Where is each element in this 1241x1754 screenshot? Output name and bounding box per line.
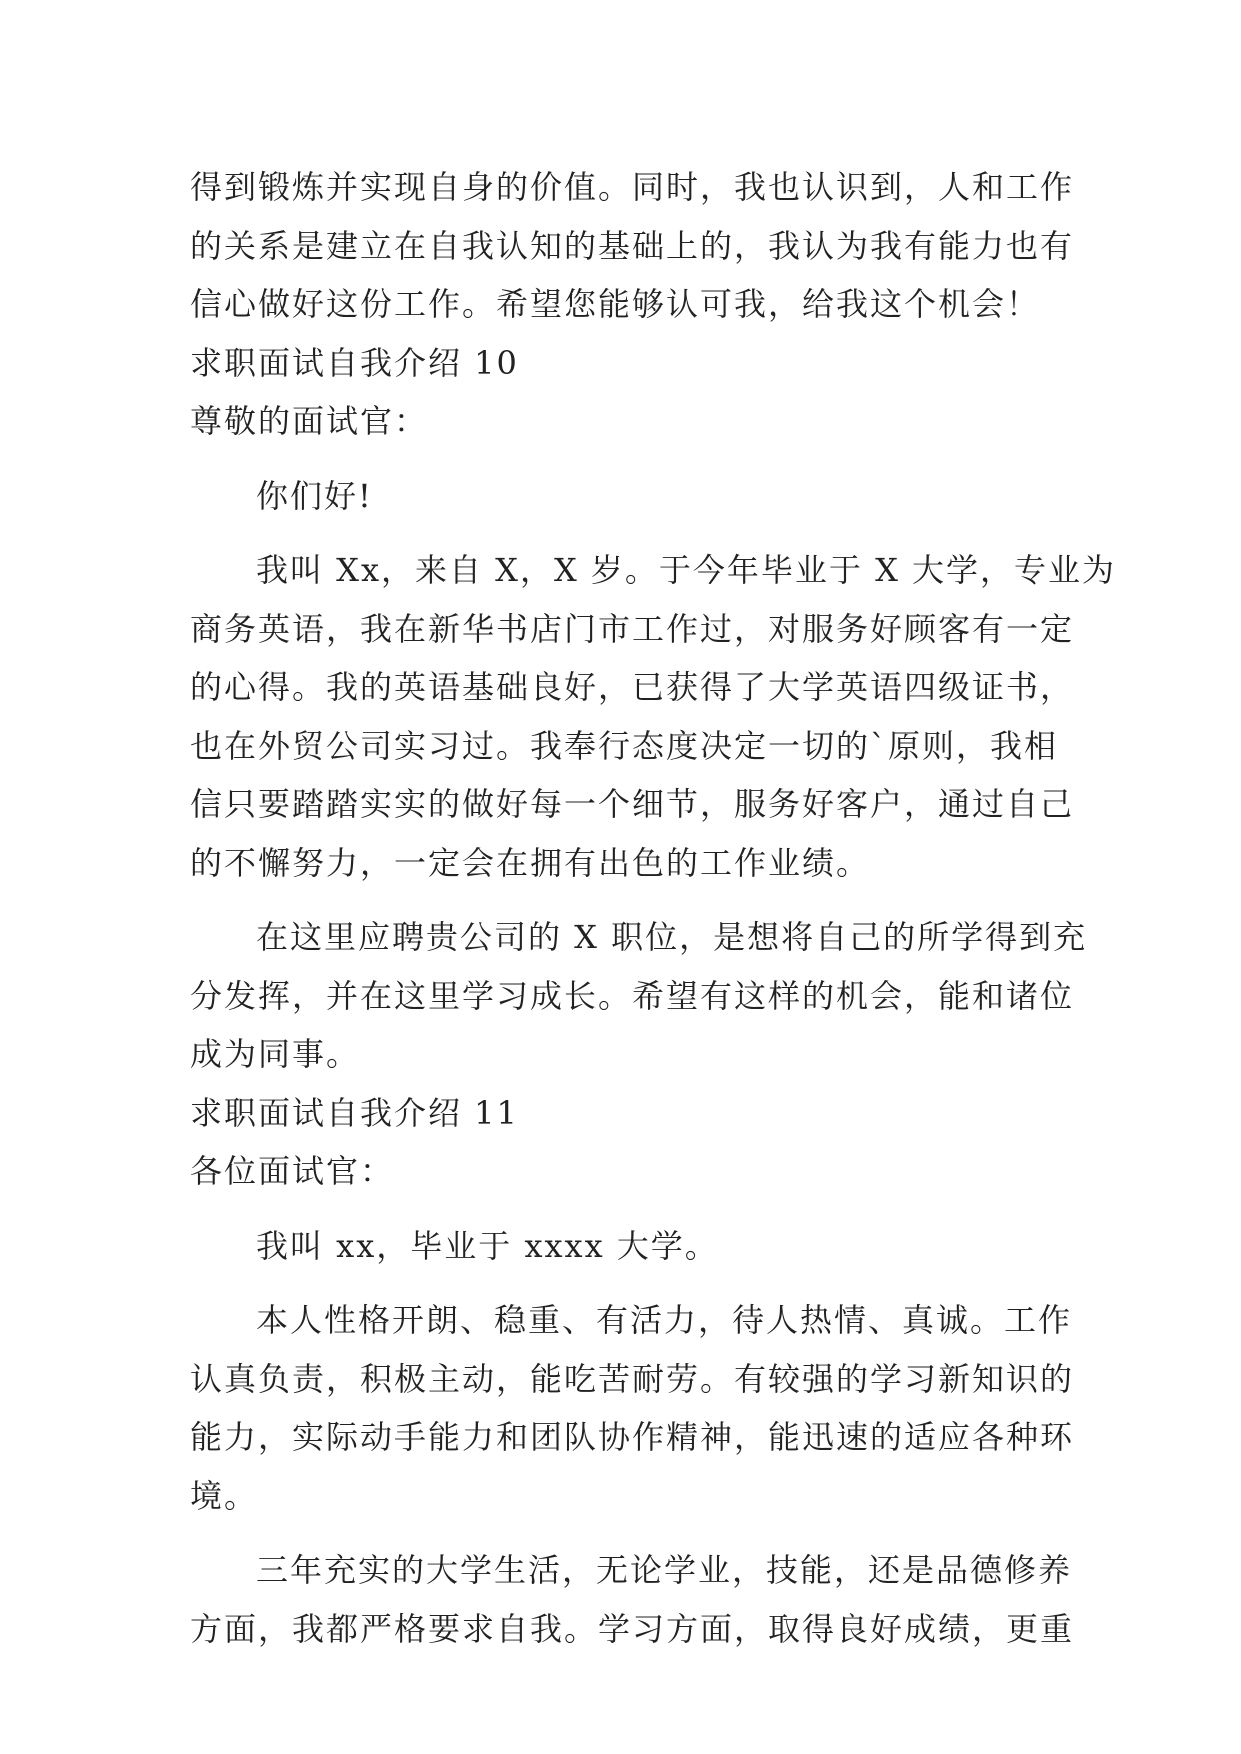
text-line: 的关系是建立在自我认知的基础上的，我认为我有能力也有 (190, 226, 1075, 265)
text-line: 我叫 xx，毕业于 xxxx 大学。 (256, 1226, 719, 1265)
text-line: 分发挥，并在这里学习成长。希望有这样的机会，能和诸位 (190, 976, 1075, 1015)
document-body (190, 158, 1117, 1658)
section-heading: 求职面试自我介绍 10 (190, 343, 519, 382)
salutation: 尊敬的面试官： (190, 402, 429, 440)
text-line: 三年充实的大学生活，无论学业，技能，还是品德修养 (256, 1551, 1073, 1589)
text-line: 得到锻炼并实现自身的价值。同时，我也认识到，人和工作 (190, 168, 1075, 206)
text-line: 信心做好这份工作。希望您能够认可我，给我这个机会！ (190, 285, 1041, 323)
greeting: 你们好! (256, 476, 373, 515)
section-heading: 求职面试自我介绍 11 (190, 1093, 519, 1132)
text-line: 能力，实际动手能力和团队协作精神，能迅速的适应各种环 (190, 1418, 1075, 1456)
text-line: 信只要踏踏实实的做好每一个细节，服务好客户，通过自己 (190, 785, 1075, 823)
text-line: 成为同事。 (190, 1035, 361, 1073)
text-line: 认真负责，积极主动，能吃苦耐劳。有较强的学习新知识的 (190, 1359, 1075, 1398)
text-line: 商务英语，我在新华书店门市工作过，对服务好顾客有一定 (190, 609, 1075, 648)
text-line: 方面，我都严格要求自我。学习方面，取得良好成绩，更重 (190, 1609, 1075, 1648)
salutation: 各位面试官： (190, 1152, 395, 1190)
text-line: 本人性格开朗、稳重、有活力，待人热情、真诚。工作 (256, 1301, 1073, 1339)
text-line: 在这里应聘贵公司的 X 职位，是想将自己的所学得到充 (256, 918, 1088, 956)
text-line: 境。 (190, 1476, 259, 1515)
text-line: 的心得。我的英语基础良好，已获得了大学英语四级证书， (190, 668, 1075, 706)
text-line: 也在外贸公司实习过。我奉行态度决定一切的`原则，我相 (190, 726, 1059, 765)
text-line: 我叫 Xx，来自 X，X 岁。于今年毕业于 X 大学，专业为 (256, 551, 1117, 589)
text-line: 的不懈努力，一定会在拥有出色的工作业绩。 (190, 843, 871, 882)
